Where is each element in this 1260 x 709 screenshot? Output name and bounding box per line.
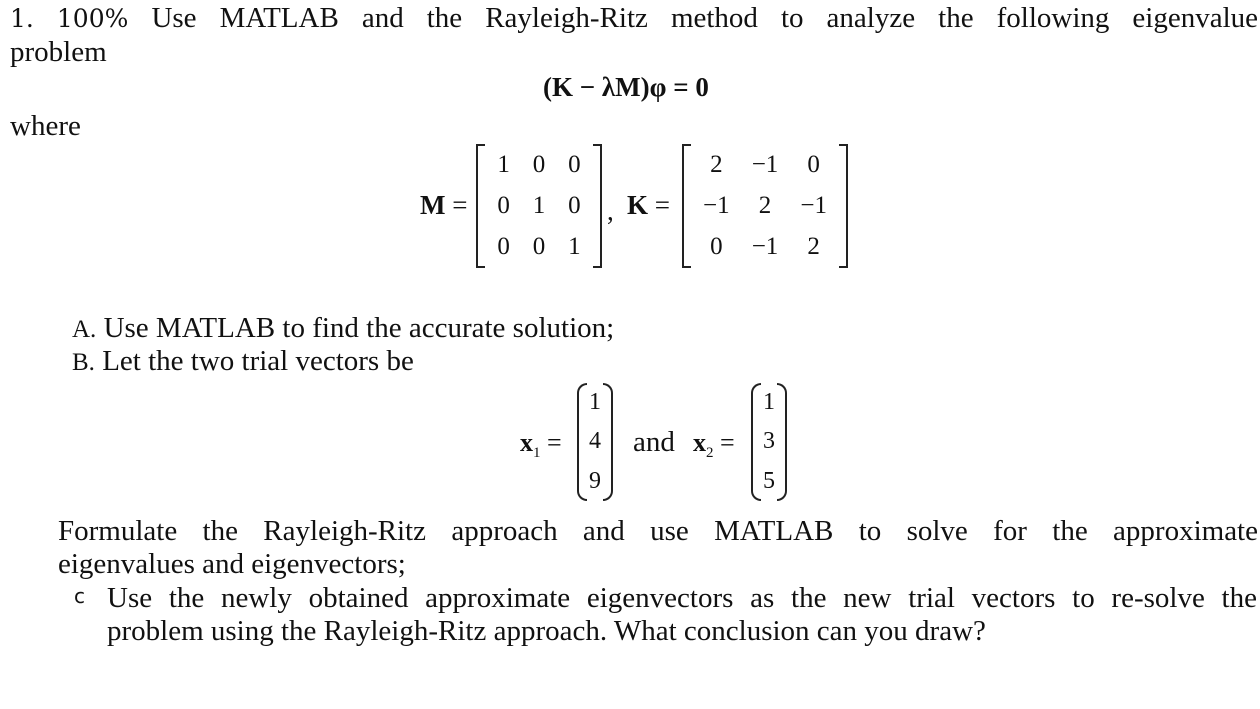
matrix-m-cell-2-2: 1 (568, 233, 581, 261)
trial-vector-x2-entry-0: 1 (763, 389, 775, 416)
matrix-m-cell-2-1: 0 (532, 233, 546, 261)
trial-vector-x2 (751, 383, 787, 501)
matrix-m-cell-0-0: 1 (497, 150, 510, 178)
part-b-text: Let the two trial vectors be (102, 345, 414, 377)
matrix-k-label: K = (627, 190, 670, 220)
problem-line1: Use MATLAB and the Rayleigh-Ritz method to analyze the following eigenvalue (151, 2, 1259, 34)
matrix-k-cell-0-0: 2 (710, 150, 723, 178)
part-c-line1: Use the newly obtained approximate eigenvectors as the new trial vectors to re-solve the (107, 582, 1257, 614)
trial-x1-label: $x_1$ = (520, 428, 562, 462)
part-c-line2: problem using the Rayleigh-Ritz approach. What conclusion can you draw? (107, 615, 986, 647)
part-b (72, 345, 414, 378)
part-a-text: Use MATLAB to find the accurate solution; (103, 312, 615, 344)
matrix-m-cell-0-1: 0 (532, 150, 546, 178)
matrix-k-cell-0-2: 0 (807, 150, 820, 178)
trial-vector-x1-entry-1: 4 (589, 428, 601, 455)
trial-vector-x2-entry-2: 5 (763, 467, 775, 494)
matrix-k-cell-1-1: 2 (758, 191, 772, 219)
trial-and-word: and (633, 426, 675, 458)
matrix-m-cell-2-0: 0 (497, 233, 510, 261)
trial-vector-x1 (577, 383, 613, 501)
part-a (72, 312, 614, 345)
formulate-line1-wrap (58, 515, 1258, 548)
trial-x2-label: $x_2$ = (693, 428, 735, 462)
problem-header-text (10, 2, 1258, 35)
matrix-k-cell-2-2: 2 (807, 233, 820, 261)
matrix-k (682, 144, 848, 268)
matrix-comma: , (607, 196, 614, 226)
matrix-k-cell-0-1: −1 (751, 150, 779, 178)
problem-percent: 100% (56, 4, 129, 33)
part-c-label: c (74, 584, 85, 608)
formulate-line2: eigenvalues and eigenvectors; (58, 548, 406, 580)
matrix-k-cell-1-2: −1 (800, 191, 827, 219)
problem-header-line (10, 2, 1258, 35)
problem-line2: problem (10, 36, 107, 68)
part-c-line1-wrap (107, 582, 1257, 615)
matrix-m (476, 144, 602, 268)
matrix-m-label: M = (420, 190, 468, 220)
matrix-m-cell-1-1: 1 (532, 191, 546, 219)
trial-vector-x1-entry-0: 1 (589, 389, 601, 416)
matrix-k-cell-2-0: 0 (710, 233, 723, 261)
matrix-m-cell-0-2: 0 (568, 150, 581, 178)
problem-number: 1. (10, 4, 34, 33)
eigen-equation: (K − λM)φ = 0 (543, 72, 709, 102)
matrix-k-cell-2-1: −1 (751, 233, 779, 261)
matrix-k-cell-1-0: −1 (703, 191, 730, 219)
where-label: where (10, 110, 81, 142)
part-b-label: B. (72, 349, 95, 376)
formulate-line1: Formulate the Rayleigh-Ritz approach and use MATLAB to solve for the approximate (58, 515, 1258, 547)
matrix-m-cell-1-0: 0 (497, 191, 510, 219)
trial-vector-x2-entry-1: 3 (763, 428, 775, 455)
trial-vector-x1-entry-2: 9 (589, 467, 601, 494)
matrix-m-cell-1-2: 0 (568, 191, 581, 219)
part-a-label: A. (72, 316, 97, 343)
